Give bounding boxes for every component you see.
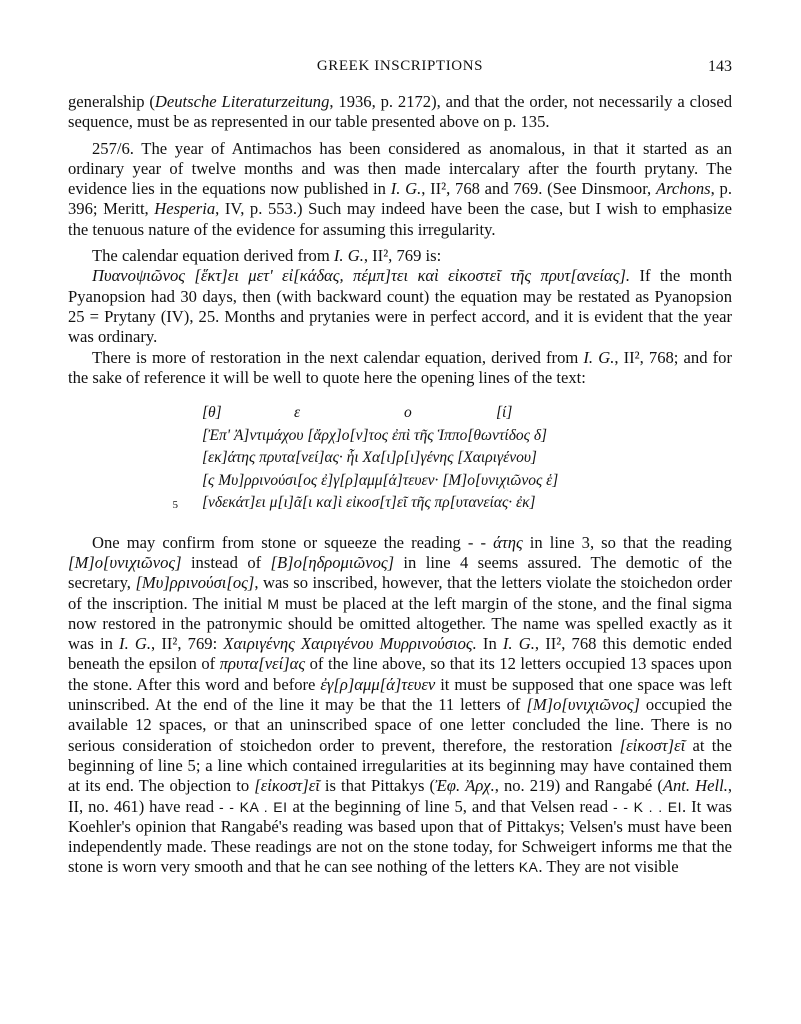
paragraph-greek-equation: Πυανοψιῶνος [ἕκτ]ει μετ' εἰ[κάδας, πέμπ]τει καὶ εἰκοστεῖ τῆς πρυτ[ανείας]. If the month Pyanopsion had 30 days, then (with backward count) the equation may be restated as Pyanopsion 25 = Prytany (IV), 25. Months and prytanies were in perfect accord, and it is evident that the year was ordinary. [68, 266, 732, 347]
inscription-line: [εκ]άτης πρυτα[νεί]ας· ἧι Χα[ι]ρ[ι]γένης [Χαιριγένου] [202, 449, 537, 467]
inscription-line: [ς Μυ]ρρινούσι[ος ἐ]γ[ρ]αμμ[ά]τευεν· [Μ]ο[υνιχιῶνος ἑ] [202, 471, 559, 489]
paragraph-continuation: generalship (Deutsche Literaturzeitung, 1936, p. 2172), and that the order, not necessarily a closed sequence, must be as represented in our table presented above on p. 135. [68, 92, 732, 132]
inscription-heading-letters: [θ] ε ο [ί] [202, 404, 513, 422]
paragraph-discussion: One may confirm from stone or squeeze the reading - - άτης in line 3, so that the reading [M]ο[υνιχιῶνος] instead of [B]ο[ηδρομιῶνος] in line 4 seems assured. The demotic of the secretary, [Μυ]ρρινούσι[ος], was so inscribed, however, that the letters violate the stoichedon order of the inscription. The initial M must be placed at the left margin of the stone, and the final sigma now restored in the patronymic should be omitted altogether. The name was spelled exactly as it was in I. G., II², 769: Χαιριγένης Χαιριγένου Μυρρινούσιος. In I. G., II², 768 this demotic ended beneath the epsilon of πρυτα[νεί]ας of the line above, so that its 12 letters occupied 13 spaces upon the stone. After this word and before ἐγ[ρ]αμμ[ά]τευεν it must be supposed that one space was left uninscribed. At the end of the line it may be that the 11 letters of [M]ο[υνιχιῶνος] occupied the available 12 spaces, or that an uninscribed space of one letter concluded the line. There is no serious consideration of stoichedon order to prevent, therefore, the restoration [εἰκοστ]εῖ at the beginning of line 5; a line which contained irregularities at its beginning may have contained them at its end. The objection to [εἰκοστ]εῖ is that Pittakys (Ἐφ. Ἀρχ., no. 219) and Rangabé (Ant. Hell., II, no. 461) have read - - KA . EI at the beginning of line 5, and that Velsen read - - K . . EI. It was Koehler's opinion that Rangabé's reading was based upon that of Pittakys; Velsen's must have been independently made. These readings are not on the stone today, for Schweigert informs me that the stone is worn very smooth and that he can see nothing of the letters KA. They are not visible [68, 532, 733, 877]
page-number: 143 [708, 58, 732, 75]
greek-equation: Πυανοψιῶνος [ἕκτ]ει μετ' εἰ[κάδας, πέμπ]τει καὶ εἰκοστεῖ τῆς πρυτ[ανείας]. [92, 266, 631, 286]
paragraph-equation-768: There is more of restoration in the next calendar equation, derived from I. G., II², 768; and for the sake of reference it will be well to quote here the opening lines of the text: [68, 347, 732, 387]
inscription-line: 5 [νδεκάτ]ει μ[ι]ᾶ[ι κα]ὶ εἰκοσ[τ]εῖ τῆς πρ[υτανείας· ἐκ] [202, 492, 732, 515]
citation-title: Deutsche Literaturzeitung [154, 92, 330, 111]
line-number: 5 [172, 499, 178, 512]
inscription-quote [68, 402, 732, 515]
running-title: GREEK INSCRIPTIONS [316, 58, 484, 74]
running-header [68, 58, 732, 80]
inscription-line: [Ἐπ' Ἀ]ντιμάχου [ἄρχ]ο[ν]τος ἐπὶ τῆς Ἱππο[θωντίδος δ] [202, 426, 548, 444]
paragraph-year-257: 257/6. The year of Antimachos has been considered as anomalous, in that it started as an ordinary year of twelve months and was then made intercalary after the fourth prytany. The evidence lies in the equations now published in I. G., II², 768 and 769. (See Dinsmoor, Archons, p. 396; Meritt, Hesperia, IV, p. 553.) Such may indeed have been the case, but I wish to emphasize the tenuous nature of the evidence for assuming this irregularity. [68, 138, 732, 239]
paragraph-equation-769: The calendar equation derived from I. G., II², 769 is: [92, 246, 442, 266]
body-text [68, 92, 732, 878]
